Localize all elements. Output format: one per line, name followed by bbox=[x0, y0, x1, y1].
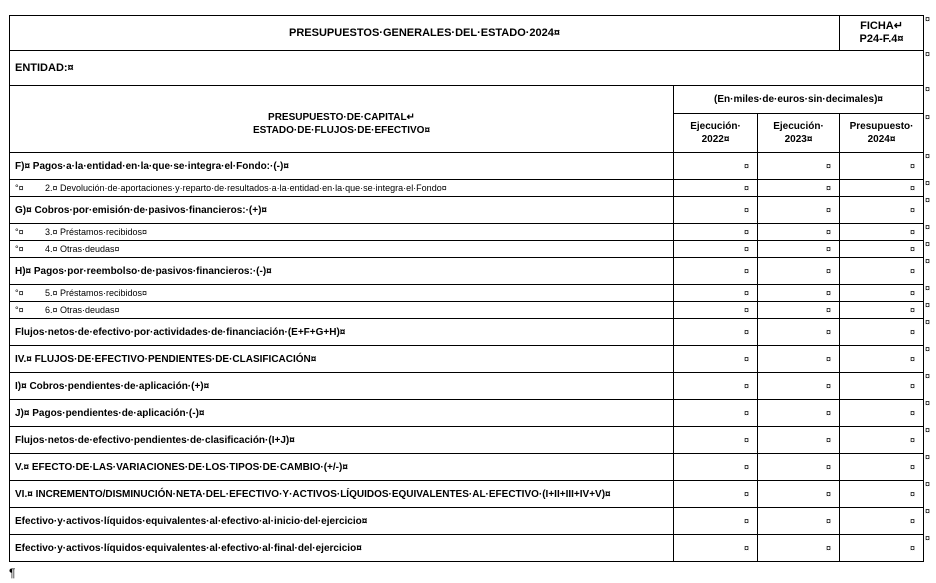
table-row bbox=[10, 427, 924, 454]
bullet-mark: °¤ bbox=[15, 244, 24, 254]
end-row-mark: ¤ bbox=[925, 316, 931, 327]
end-row-mark: ¤ bbox=[925, 83, 931, 94]
value-cell: ¤ bbox=[674, 427, 758, 454]
value-cell: ¤ bbox=[758, 400, 840, 427]
capital-heading-line-1: PRESUPUESTO·DE·CAPITAL↵ bbox=[268, 112, 415, 123]
value-cell: ¤ bbox=[674, 508, 758, 535]
end-row-mark: ¤ bbox=[925, 299, 931, 310]
value-cell: ¤ bbox=[840, 285, 924, 302]
row-label-text: 2.¤ Devolución·de·aportaciones·y·reparto·de·resultados·a·la·entidad·en·la·que·se·integra·el·Fondo¤ bbox=[45, 183, 447, 193]
bullet-mark: °¤ bbox=[15, 183, 24, 193]
table-row bbox=[10, 197, 924, 224]
value-cell: ¤ bbox=[674, 302, 758, 319]
end-row-mark: ¤ bbox=[925, 150, 931, 161]
end-row-mark: ¤ bbox=[925, 238, 931, 249]
value-cell: ¤ bbox=[674, 153, 758, 180]
value-cell: ¤ bbox=[674, 241, 758, 258]
units-note: (En·miles·de·euros·sin·decimales)¤ bbox=[674, 86, 924, 114]
table-row bbox=[10, 180, 924, 197]
row-label-text: 3.¤ Préstamos·recibidos¤ bbox=[45, 227, 148, 237]
table-row bbox=[10, 346, 924, 373]
value-cell: ¤ bbox=[758, 481, 840, 508]
entidad-label: ENTIDAD:¤ bbox=[10, 51, 924, 86]
value-cell: ¤ bbox=[758, 153, 840, 180]
value-cell: ¤ bbox=[758, 346, 840, 373]
budget-title: PRESUPUESTOS·GENERALES·DEL·ESTADO·2024¤ bbox=[10, 16, 840, 51]
value-cell: ¤ bbox=[674, 197, 758, 224]
row-label-text: 6.¤ Otras·deudas¤ bbox=[45, 305, 120, 315]
table-row bbox=[10, 400, 924, 427]
end-row-mark: ¤ bbox=[925, 282, 931, 293]
value-cell: ¤ bbox=[674, 319, 758, 346]
value-cell: ¤ bbox=[840, 346, 924, 373]
table-row bbox=[10, 373, 924, 400]
end-row-mark: ¤ bbox=[925, 532, 931, 543]
end-row-mark: ¤ bbox=[925, 221, 931, 232]
table-body bbox=[10, 153, 924, 562]
value-cell: ¤ bbox=[674, 535, 758, 562]
value-cell: ¤ bbox=[758, 180, 840, 197]
value-cell: ¤ bbox=[758, 224, 840, 241]
bullet-mark: °¤ bbox=[15, 288, 24, 298]
ficha-line-1: FICHA↵ bbox=[860, 20, 903, 32]
value-cell: ¤ bbox=[758, 302, 840, 319]
value-cell: ¤ bbox=[840, 535, 924, 562]
ficha-line-2: P24-F.4¤ bbox=[859, 33, 904, 45]
value-cell: ¤ bbox=[758, 319, 840, 346]
row-label: Flujos·netos·de·efectivo·por·actividades·de·financiación·(E+F+G+H)¤ bbox=[10, 319, 674, 346]
end-row-mark: ¤ bbox=[925, 194, 931, 205]
value-cell: ¤ bbox=[840, 319, 924, 346]
end-row-mark: ¤ bbox=[925, 255, 931, 266]
end-row-mark: ¤ bbox=[925, 177, 931, 188]
value-cell: ¤ bbox=[758, 454, 840, 481]
paragraph-mark: ¶ bbox=[9, 566, 16, 580]
ficha-code bbox=[840, 16, 924, 51]
column-header-line-1: Presupuesto· bbox=[849, 121, 914, 132]
value-cell: ¤ bbox=[758, 258, 840, 285]
table-row bbox=[10, 241, 924, 258]
table-row bbox=[10, 302, 924, 319]
column-header-0 bbox=[674, 114, 758, 153]
end-row-mark: ¤ bbox=[925, 505, 931, 516]
value-cell: ¤ bbox=[758, 241, 840, 258]
value-cell: ¤ bbox=[840, 241, 924, 258]
value-cell: ¤ bbox=[840, 400, 924, 427]
column-header-line-2: 2024¤ bbox=[867, 134, 896, 145]
value-cell: ¤ bbox=[674, 400, 758, 427]
value-cell: ¤ bbox=[840, 302, 924, 319]
value-cell: ¤ bbox=[840, 427, 924, 454]
value-cell: ¤ bbox=[840, 153, 924, 180]
table-row bbox=[10, 153, 924, 180]
value-cell: ¤ bbox=[758, 197, 840, 224]
row-label: H)¤ Pagos·por·reembolso·de·pasivos·financieros:·(-)¤ bbox=[10, 258, 674, 285]
row-label: Efectivo·y·activos·líquidos·equivalentes·al·efectivo·al·final·del·ejercicio¤ bbox=[10, 535, 674, 562]
end-row-mark: ¤ bbox=[925, 478, 931, 489]
end-row-mark: ¤ bbox=[925, 424, 931, 435]
row-label: F)¤ Pagos·a·la·entidad·en·la·que·se·integra·el·Fondo:·(-)¤ bbox=[10, 153, 674, 180]
table-row bbox=[10, 481, 924, 508]
row-label: VI.¤ INCREMENTO/DISMINUCIÓN·NETA·DEL·EFECTIVO·Y·ACTIVOS·LÍQUIDOS·EQUIVALENTES·AL·EFECTIVO·(I+II+III+IV+V)¤ bbox=[10, 481, 674, 508]
column-header-line-2: 2022¤ bbox=[701, 134, 730, 145]
value-cell: ¤ bbox=[840, 180, 924, 197]
bullet-mark: °¤ bbox=[15, 305, 24, 315]
value-cell: ¤ bbox=[674, 481, 758, 508]
end-row-mark: ¤ bbox=[925, 111, 931, 122]
capital-budget-table bbox=[9, 15, 924, 562]
bullet-mark: °¤ bbox=[15, 227, 24, 237]
column-header-line-1: Ejecución· bbox=[690, 121, 741, 132]
table-row bbox=[10, 508, 924, 535]
table-row bbox=[10, 454, 924, 481]
value-cell: ¤ bbox=[758, 427, 840, 454]
value-cell: ¤ bbox=[674, 454, 758, 481]
row-label bbox=[10, 224, 674, 241]
row-label: I)¤ Cobros·pendientes·de·aplicación·(+)¤ bbox=[10, 373, 674, 400]
value-cell: ¤ bbox=[758, 535, 840, 562]
value-cell: ¤ bbox=[840, 454, 924, 481]
end-row-mark: ¤ bbox=[925, 13, 931, 24]
table-row bbox=[10, 224, 924, 241]
value-cell: ¤ bbox=[674, 373, 758, 400]
value-cell: ¤ bbox=[674, 224, 758, 241]
value-cell: ¤ bbox=[758, 373, 840, 400]
capital-heading-line-2: ESTADO·DE·FLUJOS·DE·EFECTIVO¤ bbox=[252, 125, 431, 136]
end-row-mark: ¤ bbox=[925, 48, 931, 59]
column-header-2 bbox=[840, 114, 924, 153]
value-cell: ¤ bbox=[840, 224, 924, 241]
row-label: G)¤ Cobros·por·emisión·de·pasivos·financieros:·(+)¤ bbox=[10, 197, 674, 224]
value-cell: ¤ bbox=[758, 285, 840, 302]
value-cell: ¤ bbox=[840, 197, 924, 224]
row-label bbox=[10, 241, 674, 258]
table-row bbox=[10, 535, 924, 562]
capital-heading bbox=[10, 86, 674, 153]
row-label bbox=[10, 180, 674, 197]
end-row-mark: ¤ bbox=[925, 343, 931, 354]
column-header-line-1: Ejecución· bbox=[773, 121, 824, 132]
value-cell: ¤ bbox=[840, 373, 924, 400]
row-label: V.¤ EFECTO·DE·LAS·VARIACIONES·DE·LOS·TIPOS·DE·CAMBIO·(+/-)¤ bbox=[10, 454, 674, 481]
value-cell: ¤ bbox=[674, 346, 758, 373]
value-cell: ¤ bbox=[840, 508, 924, 535]
table-row bbox=[10, 258, 924, 285]
row-label: J)¤ Pagos·pendientes·de·aplicación·(-)¤ bbox=[10, 400, 674, 427]
row-label: IV.¤ FLUJOS·DE·EFECTIVO·PENDIENTES·DE·CLASIFICACIÓN¤ bbox=[10, 346, 674, 373]
row-label: Flujos·netos·de·efectivo·pendientes·de·clasificación·(I+J)¤ bbox=[10, 427, 674, 454]
table-row bbox=[10, 319, 924, 346]
value-cell: ¤ bbox=[758, 508, 840, 535]
value-cell: ¤ bbox=[674, 258, 758, 285]
value-cell: ¤ bbox=[674, 285, 758, 302]
row-label bbox=[10, 302, 674, 319]
row-label bbox=[10, 285, 674, 302]
end-row-mark: ¤ bbox=[925, 451, 931, 462]
value-cell: ¤ bbox=[840, 258, 924, 285]
column-header-line-2: 2023¤ bbox=[784, 134, 813, 145]
row-label: Efectivo·y·activos·líquidos·equivalentes·al·efectivo·al·inicio·del·ejercicio¤ bbox=[10, 508, 674, 535]
row-label-text: 4.¤ Otras·deudas¤ bbox=[45, 244, 120, 254]
row-label-text: 5.¤ Préstamos·recibidos¤ bbox=[45, 288, 148, 298]
column-header-1 bbox=[758, 114, 840, 153]
end-row-mark: ¤ bbox=[925, 397, 931, 408]
value-cell: ¤ bbox=[674, 180, 758, 197]
end-row-mark: ¤ bbox=[925, 370, 931, 381]
table-row bbox=[10, 285, 924, 302]
value-cell: ¤ bbox=[840, 481, 924, 508]
